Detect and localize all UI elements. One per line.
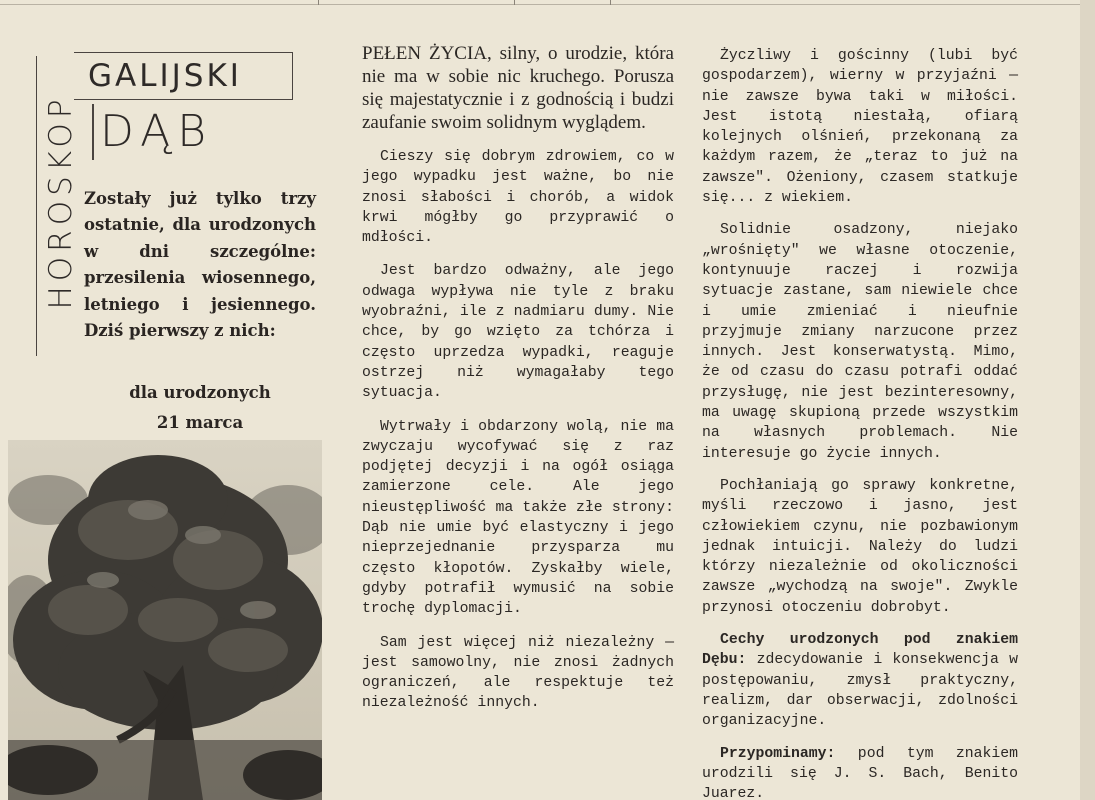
galijski-box	[74, 52, 293, 100]
reminder-label: Przypominamy:	[720, 745, 836, 762]
paragraph: Życzliwy i gościnny (lubi być gospodarzem), wierny w przyjaźni — nie zawsze bywa taki w miłości. Jest istotą niestałą, ofiarą kolejnych olśnień, przekonaną za każdym razem, że „teraz to już na zawsze". Ożeniony, czasem statkuje się... z wiekiem.	[702, 48, 1018, 207]
article-column-middle	[362, 42, 674, 727]
reminder-paragraph	[702, 744, 1018, 800]
oak-tree-illustration	[8, 440, 322, 800]
paragraph: Solidnie osadzony, niejako „wrośnięty" we własne otoczenie, kontynuuje raczej i rozwija sytuacje zastane, sam niewiele chce i umie zmieniać i nieufnie przyjmuje zmiany narzucone przez innych. Jest konserwatystą. Mimo, że od czasu do czasu potrafi oddać przysługę, nie jest bezinteresowny, ma uwagę skupioną przede wszystkim na własnych problemach. Nie interesuje go życie innych.	[702, 222, 1018, 462]
title-rule	[92, 104, 94, 160]
traits-paragraph	[702, 630, 1018, 731]
paragraph: Sam jest więcej niż niezależny — jest samowolny, nie znosi żadnych ograniczeń, ale respektuje też niezależność innych.	[362, 634, 674, 712]
paragraph: Jest bardzo odważny, ale jego odwaga wypływa nie tyle z braku wyobraźni, ile z nadmiaru dumy. Nie chce, by go wzięto za tchórza i często uprzedza wypadki, reaguje ostrzej niż wymagałaby tego sytuacja.	[362, 263, 674, 402]
traits-label: Cechy urodzonych pod znakiem Dębu:	[702, 632, 1018, 669]
page-edge	[1080, 0, 1095, 800]
horoskop-vertical-label	[36, 56, 79, 356]
lead-paragraph: PEŁEN ŻYCIA, silny, o urodzie, która nie ma w sobie nic kruchego. Porusza się majestatycznie i z godnością i budzi zaufanie swoim solidnym wyglądem.	[362, 43, 674, 133]
subtitle: GALIJSKI	[88, 58, 242, 94]
page-title: DĄB	[100, 106, 214, 157]
reminder-text: pod tym znakiem urodzili się J. S. Bach, Benito Juarez.	[702, 745, 1018, 800]
traits-text: zdecydowanie i konsekwencja w postępowaniu, zmysł praktyczny, realizm, dar obserwacji, zdolności organizacyjne.	[702, 652, 1018, 730]
paragraph: Wytrwały i obdarzony wolą, nie ma zwyczaju wycofywać się z raz podjętej decyzji i na ogół osiąga zamierzone cele. Ale jego nieustępliwość ma także złe strony: Dąb nie umie być elastyczny i jego nieprzejednanie przysparza mu często kłopotów. Zyskałby wiele, gdyby potrafił wymusić na sobie trochę dyplomacji.	[362, 418, 674, 618]
intro-line-2: 21 marca	[156, 413, 244, 432]
top-rule	[0, 0, 1095, 5]
horoskop-text: HOROSKOP	[43, 94, 79, 310]
intro-text: Zostały już tylko trzy ostatnie, dla urodzonych w dni szczególne: przesilenia wiosennego, letniego i jesiennego. Dziś pierwszy z nich:	[84, 189, 316, 341]
paragraph: Cieszy się dobrym zdrowiem, co w jego wypadku jest ważne, bo nie znosi słabości i chorób, a widok krwi mógłby go przyprawić o mdłości.	[362, 149, 674, 247]
intro-line-1: dla urodzonych	[129, 383, 271, 402]
paragraph: Pochłaniają go sprawy konkretne, myśli rzeczowo i jasno, jest człowiekiem czynu, nie pozbawionym jednak intuicji. Należy do ludzi którzy niezależnie od okoliczności zawsze „wychodzą na swoje". Zwykle przynosi otoczeniu dobrobyt.	[702, 477, 1018, 616]
article-column-right	[702, 46, 1018, 800]
